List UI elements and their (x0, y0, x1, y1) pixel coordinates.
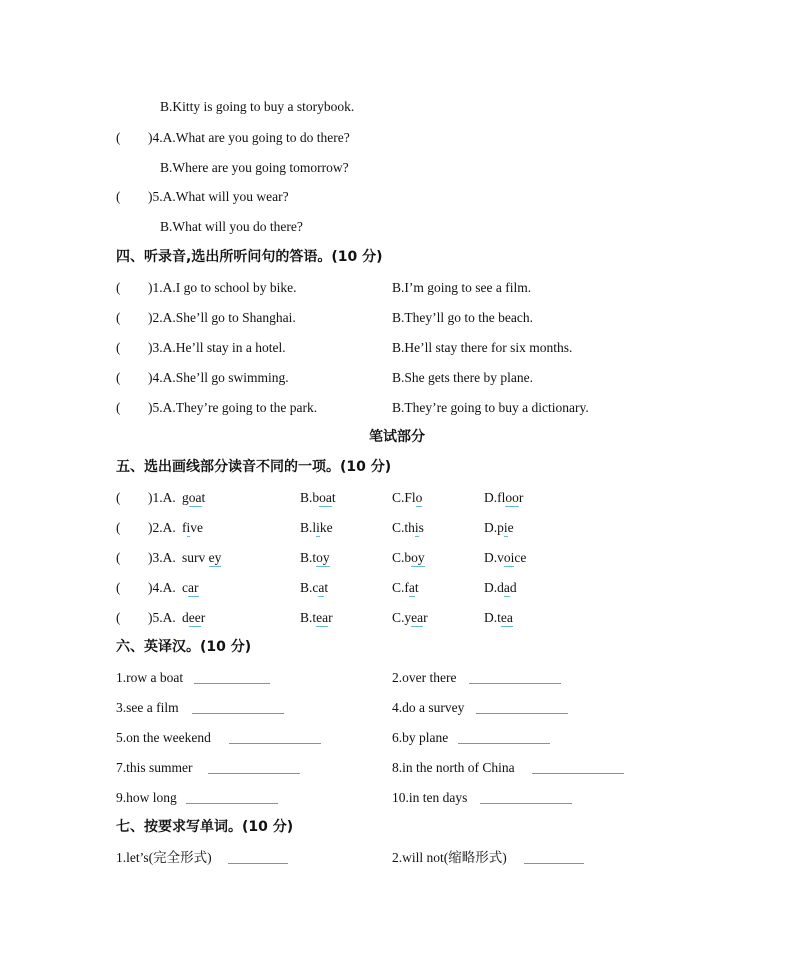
written-part-heading: 笔试部分 (369, 429, 425, 445)
option-a: )4.A.She’ll go swimming. (148, 370, 289, 385)
answer-paren: ( (116, 340, 121, 355)
answer-paren: ( (116, 130, 121, 145)
option-c (392, 609, 428, 627)
word-part: C.f (392, 580, 409, 595)
answer-blank[interactable] (524, 851, 584, 864)
section6-item (116, 729, 636, 747)
word-part: ce (514, 550, 527, 565)
item-number: )1.A. (148, 490, 176, 505)
answer-blank[interactable] (208, 761, 300, 774)
q4-row (116, 129, 350, 147)
section4-title: 四、听录音,选出所听问句的答语。(10 分) (116, 249, 383, 265)
section4-item (116, 339, 676, 357)
section5-item (116, 549, 576, 567)
section4-item (116, 399, 676, 417)
word-part: C.b (392, 550, 412, 565)
word-part: ke (319, 520, 333, 535)
answer-paren: ( (116, 550, 121, 565)
answer-paren: ( (116, 400, 121, 415)
answer-paren: ( (116, 189, 121, 204)
word-part: r (423, 610, 428, 625)
underlined-letters: ar (188, 580, 199, 595)
option-a (182, 609, 205, 627)
answer-paren: ( (116, 490, 121, 505)
option-a (182, 549, 221, 567)
item-number: )5.A. (148, 610, 176, 625)
word-part: ve (190, 520, 204, 535)
underlined-letters: i (316, 520, 320, 535)
english-phrase: 1.row a boat (116, 670, 184, 685)
answer-blank[interactable] (469, 671, 561, 684)
word-part: D.d (484, 580, 504, 595)
underlined-letters: oo (505, 490, 519, 505)
word-prompt: 1.let’s(完全形式) (116, 850, 212, 865)
section5-title: 五、选出画线部分读音不同的一项。(10 分) (116, 459, 392, 475)
word-prompt: 2.will not(缩略形式) (392, 850, 507, 865)
option-a: )2.A.She’ll go to Shanghai. (148, 310, 296, 325)
answer-blank[interactable] (480, 791, 572, 804)
option-b: B.She gets there by plane. (392, 370, 533, 385)
option-b: B.He’ll stay there for six months. (392, 340, 573, 355)
underlined-letters: ea (500, 610, 513, 625)
section6-title: 六、英译汉。(10 分) (116, 639, 252, 655)
section5-item (116, 489, 576, 507)
underlined-letters: ea (316, 610, 329, 625)
underlined-letters: a (318, 580, 325, 595)
option-a (182, 489, 205, 507)
word-part: t (324, 580, 329, 595)
underlined-letters: ey (208, 550, 222, 565)
word-part: surv (182, 550, 209, 565)
word-part: B.c (300, 580, 319, 595)
item-number: )4.A. (148, 580, 176, 595)
option-b: B.They’ll go to the beach. (392, 310, 533, 325)
english-phrase: 3.see a film (116, 700, 179, 715)
section5-item (116, 609, 576, 627)
section6-item (116, 759, 636, 777)
underlined-letters: oy (411, 550, 425, 565)
answer-blank[interactable] (186, 791, 278, 804)
option-a: )3.A.He’ll stay in a hotel. (148, 340, 286, 355)
word-part: d (182, 610, 189, 625)
option-c (392, 489, 422, 507)
option-c (392, 519, 424, 537)
q4-option-a: )4.A.What are you going to do there? (148, 130, 350, 145)
answer-blank[interactable] (192, 701, 284, 714)
word-part: t (331, 490, 336, 505)
word-part: t (201, 490, 206, 505)
answer-paren: ( (116, 370, 121, 385)
answer-paren: ( (116, 280, 121, 295)
english-phrase: 6.by plane (392, 730, 449, 745)
option-b (300, 519, 333, 537)
section7-item (116, 849, 636, 867)
option-d (484, 609, 513, 627)
item-number: )2.A. (148, 520, 176, 535)
option-d (484, 549, 526, 567)
option-a: )5.A.They’re going to the park. (148, 400, 318, 415)
english-phrase: 4.do a survey (392, 700, 465, 715)
english-phrase: 5.on the weekend (116, 730, 211, 745)
answer-blank[interactable] (229, 731, 321, 744)
answer-paren: ( (116, 610, 121, 625)
option-a: )1.A.I go to school by bike. (148, 280, 297, 295)
answer-blank[interactable] (194, 671, 270, 684)
option-c (392, 579, 419, 597)
section4-item (116, 369, 676, 387)
word-part: d (509, 580, 517, 595)
option-b (300, 489, 336, 507)
option-b: B.I’m going to see a film. (392, 280, 532, 295)
underlined-letters: oy (316, 550, 330, 565)
option-b (300, 579, 328, 597)
underlined-letters: a (408, 580, 415, 595)
q3-option-b: B.Kitty is going to buy a storybook. (160, 99, 355, 114)
english-phrase: 9.how long (116, 790, 177, 805)
option-d (484, 489, 523, 507)
answer-blank[interactable] (532, 761, 624, 774)
word-part: C.Fl (392, 490, 416, 505)
word-part: D.t (484, 610, 501, 625)
section5-item (116, 579, 576, 597)
word-part: r (518, 490, 524, 505)
english-phrase: 8.in the north of China (392, 760, 515, 775)
word-part: g (182, 490, 189, 505)
underlined-letters: ea (411, 610, 424, 625)
underlined-letters: i (186, 520, 191, 535)
section6-item (116, 789, 636, 807)
answer-blank[interactable] (228, 851, 288, 864)
underlined-letters: ee (188, 610, 201, 625)
q5-option-a: )5.A.What will you wear? (148, 189, 289, 204)
answer-paren: ( (116, 310, 121, 325)
word-part: B.t (300, 550, 317, 565)
word-part: r (200, 610, 206, 625)
english-phrase: 2.over there (392, 670, 457, 685)
english-phrase: 7.this summer (116, 760, 193, 775)
underlined-letters: o (415, 490, 423, 505)
item-number: )3.A. (148, 550, 176, 565)
word-part: D.p (484, 520, 504, 535)
word-part: f (182, 520, 187, 535)
section6-item (116, 699, 636, 717)
answer-paren: ( (116, 580, 121, 595)
section6-item (116, 669, 636, 687)
word-part: B.b (300, 490, 320, 505)
q5-row (116, 188, 289, 206)
word-part: e (507, 520, 514, 535)
answer-blank[interactable] (476, 701, 568, 714)
word-part: B.t (300, 610, 317, 625)
word-part: s (418, 520, 424, 535)
q4-option-b: B.Where are you going tomorrow? (160, 160, 349, 175)
option-d (484, 579, 517, 597)
underlined-letters: oa (188, 490, 202, 505)
option-b (300, 609, 333, 627)
option-b: B.They’re going to buy a dictionary. (392, 400, 589, 415)
option-b (300, 549, 330, 567)
answer-blank[interactable] (458, 731, 550, 744)
section7-title: 七、按要求写单词。(10 分) (116, 819, 294, 835)
word-part: r (328, 610, 333, 625)
section5-item (116, 519, 576, 537)
section4-item (116, 309, 676, 327)
underlined-letters: i (414, 520, 419, 535)
option-a (182, 519, 203, 537)
word-part: B.l (300, 520, 317, 535)
word-part: D.v (484, 550, 504, 565)
word-part: C.y (392, 610, 412, 625)
option-a (182, 579, 199, 597)
answer-paren: ( (116, 520, 121, 535)
option-d (484, 519, 514, 537)
option-c (392, 549, 425, 567)
section4-item (116, 279, 676, 297)
english-phrase: 10.in ten days (392, 790, 468, 805)
underlined-letters: oi (503, 550, 515, 565)
word-part: t (414, 580, 419, 595)
underlined-letters: i (503, 520, 508, 535)
underlined-letters: a (503, 580, 510, 595)
word-part: D.fl (484, 490, 506, 505)
word-part: c (182, 580, 188, 595)
underlined-letters: oa (319, 490, 332, 505)
q5-option-b: B.What will you do there? (160, 219, 303, 234)
word-part: C.th (392, 520, 415, 535)
